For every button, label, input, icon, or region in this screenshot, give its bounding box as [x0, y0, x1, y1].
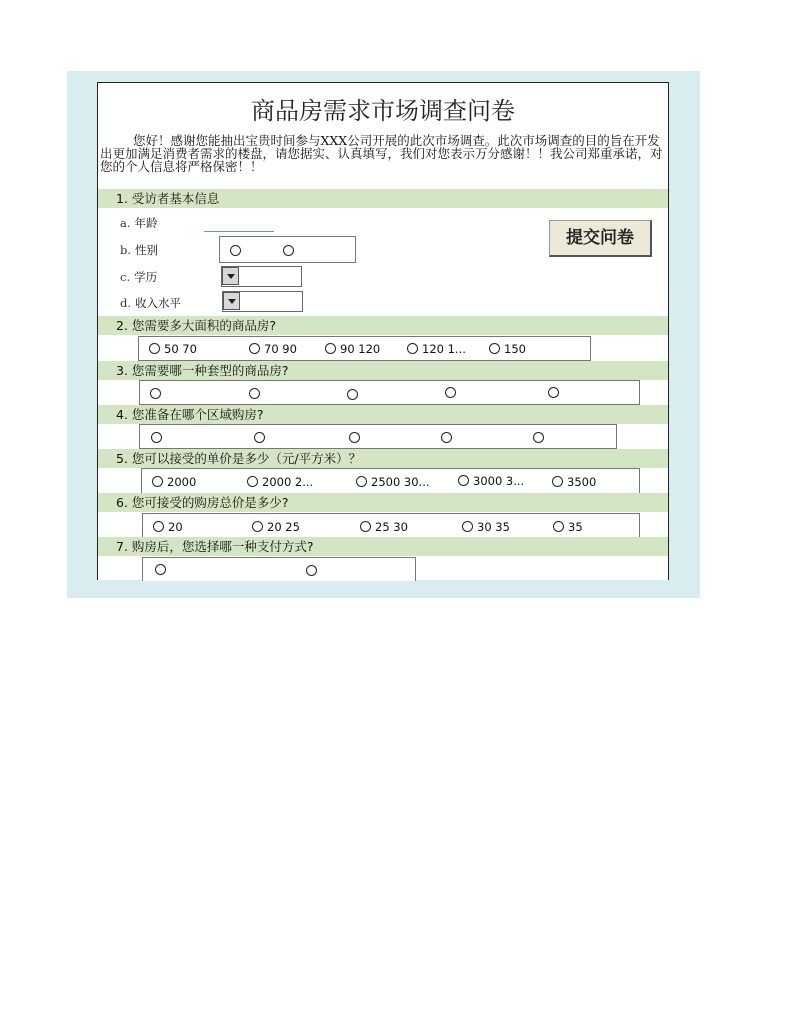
- radio-icon: [462, 521, 473, 532]
- gender-option-2[interactable]: [283, 244, 298, 258]
- q2-option-4[interactable]: [407, 342, 466, 356]
- q6-option-2[interactable]: [252, 520, 300, 534]
- q7-option-2[interactable]: [306, 564, 321, 578]
- q5-option-5[interactable]: [552, 475, 596, 489]
- radio-icon: [360, 521, 371, 532]
- q6-option-4[interactable]: [462, 520, 510, 534]
- q6-options: [142, 513, 640, 538]
- q5-option-1[interactable]: [152, 475, 196, 489]
- radio-icon: [153, 521, 164, 532]
- q6-option-3[interactable]: [360, 520, 408, 534]
- radio-icon: [441, 432, 452, 443]
- radio-icon: [249, 343, 260, 354]
- q6-option-label: 20 25: [267, 520, 300, 534]
- radio-icon: [325, 343, 336, 354]
- radio-icon: [149, 343, 160, 354]
- radio-icon: [552, 476, 563, 487]
- q2-option-label: 120 1...: [422, 342, 466, 356]
- education-letter: c.: [120, 270, 131, 284]
- radio-icon: [407, 343, 418, 354]
- radio-icon: [306, 565, 317, 576]
- radio-icon: [548, 387, 559, 398]
- q6-option-label: 30 35: [477, 520, 510, 534]
- chevron-down-icon[interactable]: [223, 292, 240, 310]
- q3-options: [139, 380, 640, 405]
- q6-option-label: 35: [568, 520, 583, 534]
- radio-icon: [247, 476, 258, 487]
- q5-option-4[interactable]: [458, 474, 524, 488]
- section-4-header: 4. 您准备在哪个区域购房?: [98, 405, 668, 424]
- radio-icon: [150, 388, 161, 399]
- q4-options: [139, 424, 617, 449]
- q6-option-5[interactable]: [553, 520, 583, 534]
- q5-option-label: 3000 3...: [473, 474, 525, 488]
- q7-options: [142, 557, 416, 581]
- age-row: [120, 215, 158, 231]
- radio-icon: [489, 343, 500, 354]
- radio-icon: [533, 432, 544, 443]
- q2-option-label: 150: [504, 342, 526, 356]
- radio-icon: [151, 432, 162, 443]
- submit-button[interactable]: 提交问卷: [549, 220, 652, 257]
- survey-form: [97, 82, 669, 580]
- gender-option-1[interactable]: [230, 244, 245, 258]
- radio-icon: [356, 476, 367, 487]
- q3-option-1[interactable]: [150, 387, 165, 401]
- q4-option-2[interactable]: [254, 431, 269, 445]
- survey-title: 商品房需求市场调查问卷: [251, 97, 515, 125]
- education-dropdown[interactable]: [221, 266, 302, 287]
- q6-option-label: 20: [168, 520, 183, 534]
- q3-option-5[interactable]: [548, 386, 563, 400]
- q4-option-1[interactable]: [151, 431, 166, 445]
- radio-icon: [230, 245, 241, 256]
- section-5-header: 5. 您可以接受的单价是多少（元/平方米）？: [98, 449, 668, 468]
- q5-option-3[interactable]: [356, 475, 430, 489]
- education-row: [120, 269, 157, 285]
- q5-option-label: 2000: [167, 475, 197, 489]
- section-7-header: 7. 购房后，您选择哪一种支付方式?: [98, 537, 668, 556]
- q3-option-2[interactable]: [249, 387, 264, 401]
- q5-option-2[interactable]: [247, 475, 313, 489]
- q6-option-1[interactable]: [153, 520, 183, 534]
- q2-option-2[interactable]: [249, 342, 297, 356]
- q2-option-1[interactable]: [149, 342, 197, 356]
- q2-option-5[interactable]: [489, 342, 526, 356]
- q5-options: [141, 468, 640, 494]
- income-row: [120, 295, 181, 311]
- q5-option-label: 2000 2...: [262, 475, 314, 489]
- income-letter: d.: [120, 296, 132, 310]
- q4-option-4[interactable]: [441, 431, 456, 445]
- radio-icon: [155, 564, 166, 575]
- radio-icon: [254, 432, 265, 443]
- section-1-header: 1. 受访者基本信息: [98, 189, 668, 208]
- gender-label: 性别: [135, 243, 159, 257]
- income-dropdown[interactable]: [222, 291, 303, 312]
- q5-option-label: 3500: [567, 475, 597, 489]
- q2-options: [138, 336, 591, 361]
- survey-intro: 您好！感谢您能抽出宝贵时间参与XXX公司开展的此次市场调查。此次市场调查的目的旨在开发出更加满足消费者需求的楼盘，请您据实、认真填写，我们对您表示万分感谢！！我公司郑重承诺，对您的个人信息将严格保密！！: [100, 133, 663, 174]
- q2-option-label: 70 90: [264, 342, 297, 356]
- q3-option-3[interactable]: [347, 388, 362, 402]
- radio-icon: [445, 387, 456, 398]
- radio-icon: [283, 245, 294, 256]
- age-letter: a.: [120, 216, 131, 230]
- radio-icon: [252, 521, 263, 532]
- section-2-header: 2. 您需要多大面积的商品房?: [98, 316, 668, 335]
- section-3-header: 3. 您需要哪一种套型的商品房?: [98, 361, 668, 380]
- chevron-down-icon[interactable]: [222, 267, 239, 285]
- section-6-header: 6. 您可接受的购房总价是多少?: [98, 493, 668, 512]
- q2-option-label: 90 120: [340, 342, 381, 356]
- gender-group: [219, 236, 356, 263]
- radio-icon: [152, 476, 163, 487]
- q2-option-label: 50 70: [164, 342, 197, 356]
- age-input[interactable]: [204, 229, 274, 232]
- q4-option-5[interactable]: [533, 431, 548, 445]
- education-label: 学历: [134, 270, 158, 284]
- gender-letter: b.: [120, 243, 132, 257]
- radio-icon: [347, 389, 358, 400]
- q7-option-1[interactable]: [155, 563, 170, 577]
- age-label: 年龄: [134, 216, 158, 230]
- income-label: 收入水平: [135, 296, 182, 310]
- radio-icon: [249, 388, 260, 399]
- radio-icon: [553, 521, 564, 532]
- q5-option-label: 2500 30...: [371, 475, 430, 489]
- q3-option-4[interactable]: [445, 386, 460, 400]
- gender-row: [120, 242, 158, 258]
- q2-option-3[interactable]: [325, 342, 380, 356]
- radio-icon: [349, 432, 360, 443]
- q6-option-label: 25 30: [375, 520, 408, 534]
- q4-option-3[interactable]: [349, 431, 364, 445]
- radio-icon: [458, 475, 469, 486]
